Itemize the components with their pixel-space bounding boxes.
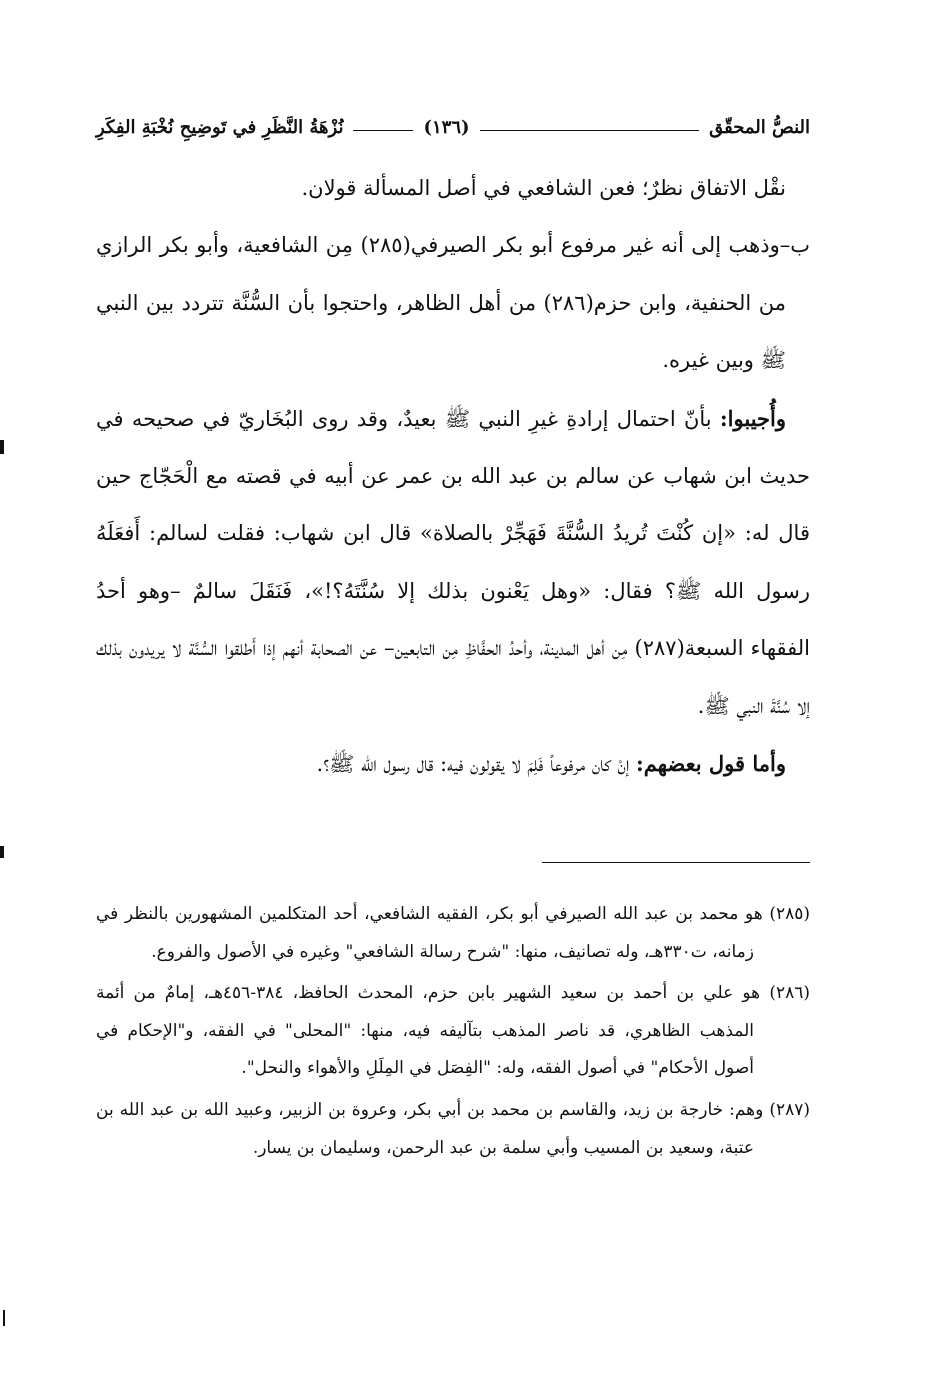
book-page <box>96 108 811 1158</box>
scan-mark <box>0 846 4 858</box>
book-title: نُزْهَةُ النَّظَرِ في تَوضِيحِ نُخْبَةِ الفِكَرِ <box>96 117 344 138</box>
footnotes <box>96 896 810 1171</box>
scan-mark <box>0 440 4 454</box>
paragraph <box>96 390 810 735</box>
scan-mark <box>3 1310 5 1326</box>
paragraph <box>96 735 810 793</box>
page-number: (١٣٦) <box>423 117 470 138</box>
footnote-text: هو محمد بن عبد الله الصيرفي أبو بكر، الفقيه الشافعي، أحد المتكلمين المشهورين بالنظر في زمانه، ت٣٣٠هـ، وله تصانيف، منها: "شرح رسالة الشافعي" وغيره في الأصول والفروع. <box>96 904 763 962</box>
footnote <box>96 975 810 1088</box>
footnote-number: (٢٨٧) <box>769 1099 811 1120</box>
footnote-text: هو علي بن أحمد بن سعيد الشهير بابن حزم، المحدث الحافظ، ٣٨٤-٤٥٦هـ، إمامٌ من أئمة المذهب الظاهري، قد ناصر المذهب بتآليفه فيه، منها: "المحلى" في الفقه، و"الإحكام في أصول الأحكام" في أصول الفقه، وله: "الفِصَل في المِلَلِ والأهواء والنحل". <box>96 983 761 1079</box>
footnote <box>96 1092 810 1167</box>
paragraph-text: إنْ كان مرفوعاً فَلِمَ لا يقولون فيه: قال رسول الله ﷺ؟. <box>316 752 637 777</box>
paragraph: نقْل الاتفاق نظرٌ؛ فعن الشافعي في أصل المسألة قولان. <box>301 176 786 200</box>
paragraph-lead: وأُجيبوا: <box>719 405 786 431</box>
paragraph-text: بأنّ احتمال إرادةِ غيرِ النبي ﷺ بعيدٌ، وقد روى البُخَاريّ في صحيحه في حديث ابن شهاب عن سالم بن عبد الله بن عمر عن أبيه في قصته مع الْحَجّاج حين قال له: «إن كُنْتَ تُريدُ السُّنَّةَ فَهَجِّرْ بالصلاة» قال ابن شهاب: فقلت لسالم: أَفعَلَهُ رسول الله ﷺ؟ فقال: «وهل يَعْنون بذلك إلا سُنَّتَهُ؟!»، فَنَقَلَ سالمٌ –وهو أحدُ الفقهاء السبعة(٢٨٧) مِن أهل المدينة، وأحدُ الحفَّاظِ مِن التابعين– عن الصحابة أنهم إذا أَطلقوا السُّنَّة لا يريدون بذلك إلا سُنَّةَ النبي ﷺ. <box>96 406 810 718</box>
paragraph-lead: وأما قول بعضهم: <box>636 751 786 777</box>
footnote-text: وهم: خارجة بن زيد، والقاسم بن محمد بن أبي بكر، وعروة بن الزبير، وعبيد الله بن عبد الله بن عتبة، وسعيد بن المسيب وأبي سلمة بن عبد الرحمن، وسليمان بن يسار. <box>96 1099 764 1158</box>
footnote-number: (٢٨٥) <box>769 904 811 924</box>
paragraph: ب–وذهب إلى أنه غير مرفوع أبو بكر الصيرفي(٢٨٥) مِن الشافعية، وأبو بكر الرازي من الحنفية، وابن حزم(٢٨٦) من أهل الظاهر، واحتجوا بأن السُّنَّة تتردد بين النبي ﷺ وبين غيره. <box>96 233 810 373</box>
header-rule <box>353 130 413 131</box>
running-header <box>96 108 810 148</box>
footnote-separator <box>542 862 810 863</box>
section-label: النصُّ المحقّق <box>709 117 810 138</box>
main-text <box>96 160 810 793</box>
footnote-number: (٢٨٦) <box>769 983 810 1004</box>
header-rule <box>480 130 700 131</box>
footnote <box>96 896 810 971</box>
